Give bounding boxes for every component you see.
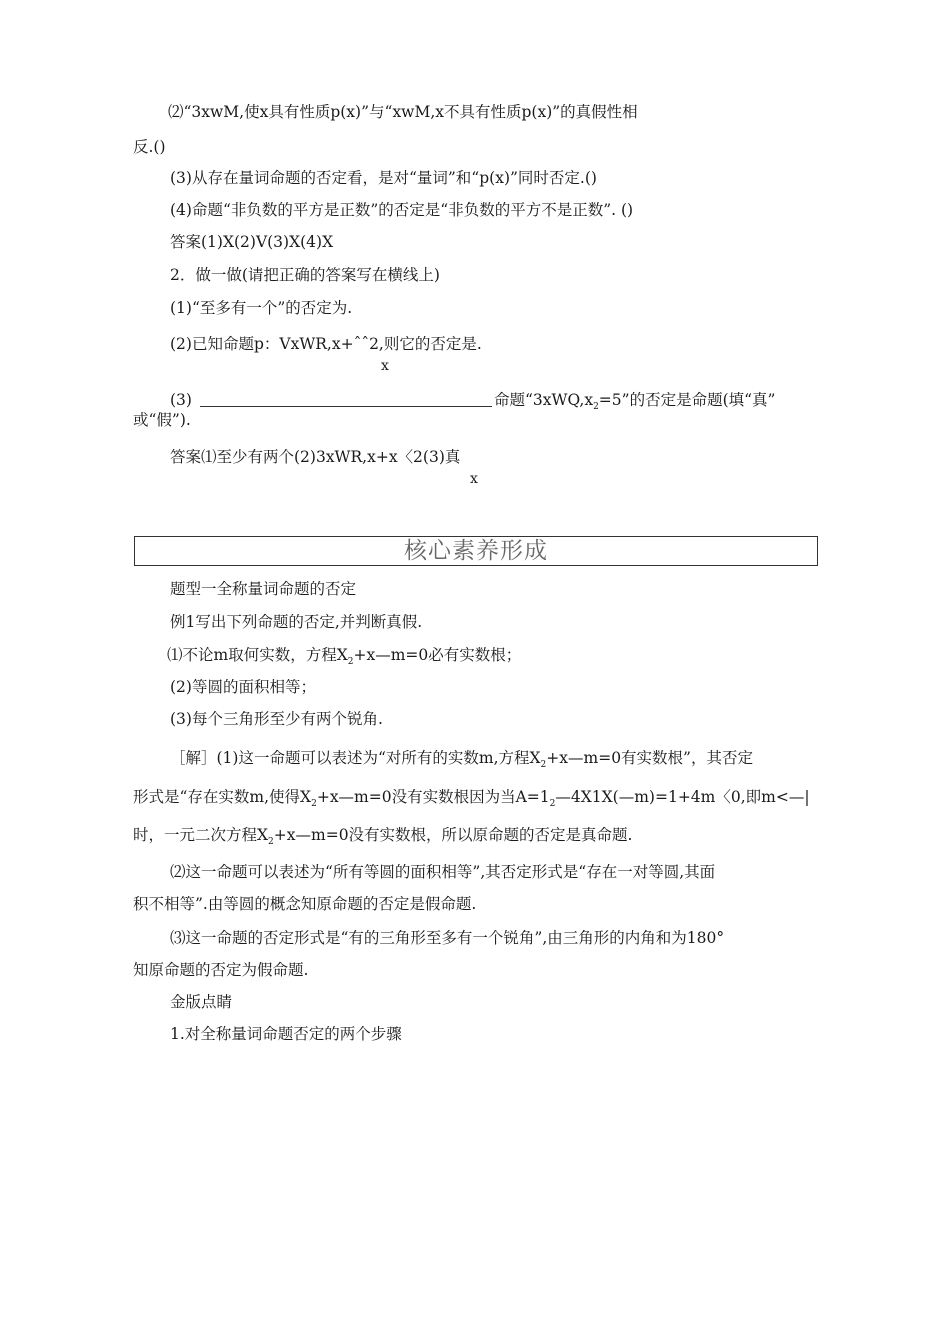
topic-heading: 题型一全称量词命题的否定 <box>170 580 357 598</box>
solution-1-line-3: 时，一元二次方程$X_2+x—m=0$没有实数根，所以原命题的否定是真命题. <box>133 826 633 848</box>
tips-heading: 金版点睛 <box>170 993 233 1011</box>
statement-2-line-2: 反.() <box>133 138 166 156</box>
solution-1-line-2: 形式是“存在实数m,使得$X_2+x—m=0$没有实数根因为当$A=1_2—4X1X(—m)=1+4m$〈0,即m<—| <box>133 788 810 810</box>
answer-blank-line <box>200 406 492 407</box>
statement-2-line-1: ⑵“3xwM,使x具有性质p(x)”与“xwM,x不具有性质p(x)”的真假性相 <box>168 103 638 121</box>
statement-3: (3)从存在量词命题的否定看，是对“量词”和“p(x)”同时否定.() <box>170 169 597 187</box>
exercise-3-number: (3) <box>170 391 192 409</box>
exercise-1: (1)“至多有一个”的否定为. <box>170 299 353 317</box>
solution-3-line-1: ⑶这一命题的否定形式是“有的三角形至多有一个锐角”,由三角形的内角和为180° <box>170 929 725 947</box>
answer-1: 答案(1)X(2)V(3)X(4)X <box>170 233 334 251</box>
example-1-item-1: ⑴不论m取何实数，方程$X_2+x—m=0$必有实数根； <box>167 646 522 668</box>
example-1-prompt: 例1写出下列命题的否定,并判断真假. <box>170 613 423 631</box>
example-1-item-2: (2)等圆的面积相等； <box>170 678 316 696</box>
exercise-3-line-2: 或“假”). <box>133 411 191 429</box>
statement-4: (4)命题“非负数的平方是正数”的否定是“非负数的平方不是正数”. () <box>170 201 634 219</box>
section-title: 核心素养形成 <box>404 538 548 564</box>
solution-2-line-1: ⑵这一命题可以表述为“所有等圆的面积相等”,其否定形式是“存在一对等圆,其面 <box>170 863 716 881</box>
exercise-3-text: 命题“$3xWQ,x_2=5$”的否定是命题(填“真” <box>494 391 776 413</box>
exercise-2: (2)已知命题p：VxWR,x+ˆˆ2,则它的否定是. <box>170 335 482 353</box>
exercise-heading: 2．做一做(请把正确的答案写在横线上) <box>170 266 440 284</box>
section-title-box <box>134 536 818 566</box>
tips-item-1: 1.对全称量词命题否定的两个步骤 <box>170 1025 402 1043</box>
answer-2: 答案⑴至少有两个(2)3xWR,x+x〈2(3)真 <box>170 448 461 466</box>
solution-2-line-2: 积不相等”.由等圆的概念知原命题的否定是假命题. <box>133 895 477 913</box>
example-1-item-3: (3)每个三角形至少有两个锐角. <box>170 710 383 728</box>
answer-2-fraction-denominator: x <box>470 471 478 487</box>
solution-1-line-1: ［解］(1)这一命题可以表述为“对所有的实数m,方程$X_2+x—m=0$有实数根”，其否定 <box>170 749 753 771</box>
solution-3-line-2: 知原命题的否定为假命题. <box>133 961 309 979</box>
exercise-2-fraction-denominator: x <box>381 358 389 374</box>
